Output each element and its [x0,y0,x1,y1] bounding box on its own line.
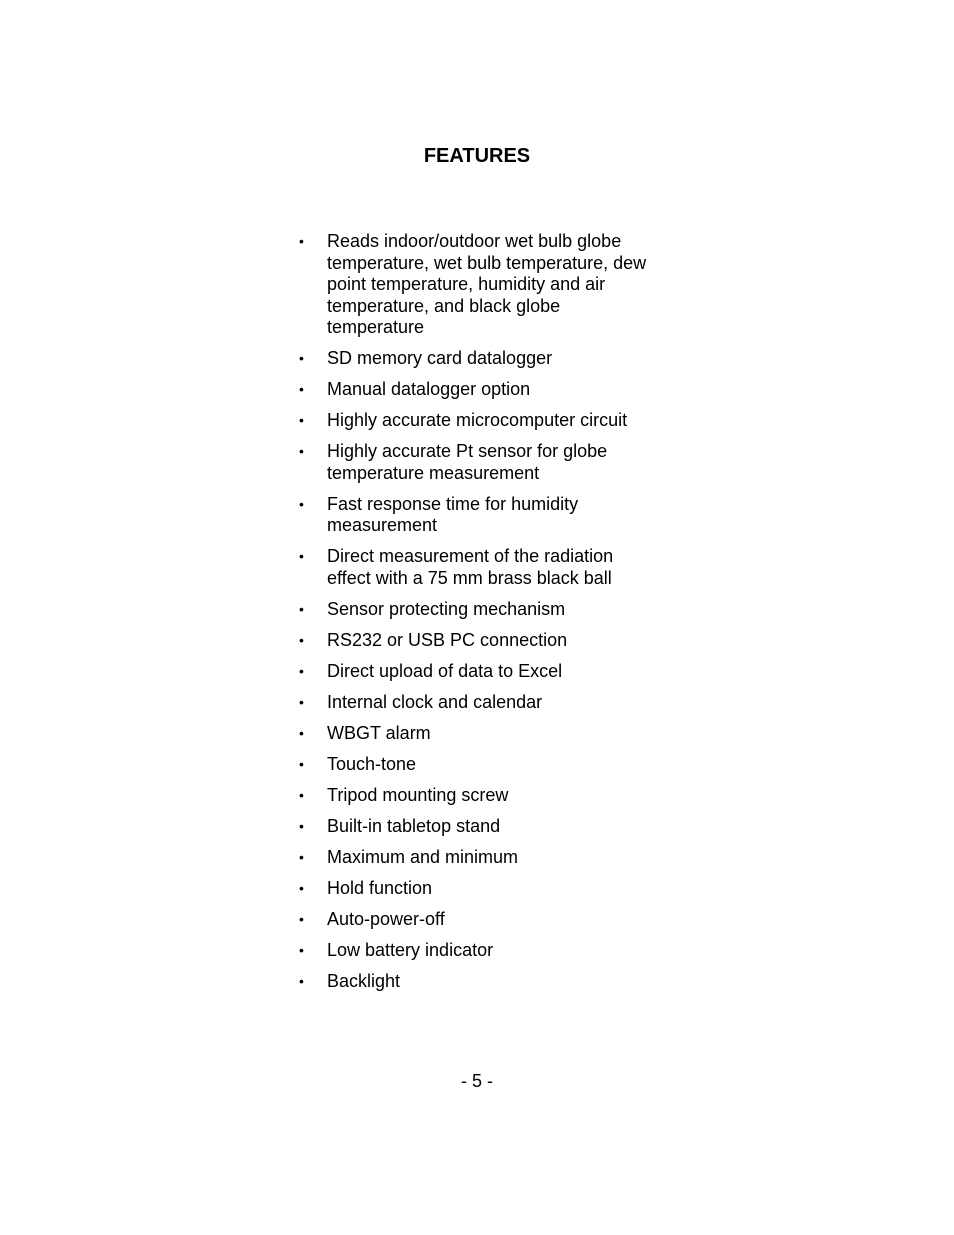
feature-item [297,441,657,484]
feature-item [297,723,657,745]
feature-text: Fast response time for humidity measurement [327,493,579,535]
page-title: FEATURES [423,145,531,167]
bullet-icon: • [299,495,304,512]
feature-text: Maximum and minimum [327,846,519,867]
bullet-icon: • [299,662,304,679]
bullet-icon: • [299,381,304,397]
bullet-icon: • [299,817,304,834]
feature-item [297,692,657,714]
bullet-icon: • [299,724,304,741]
feature-item [297,661,657,683]
feature-text: Sensor protecting mechanism [327,598,566,619]
feature-text: RS232 or USB PC connection [327,629,568,650]
feature-item [297,348,657,370]
feature-item [297,231,657,339]
page-number: - 5 - [460,1071,493,1091]
bullet-icon: • [299,786,304,803]
feature-text: Touch-tone [327,753,417,774]
feature-item [297,940,657,962]
feature-item [297,754,657,776]
feature-item [297,410,657,432]
feature-item [297,847,657,869]
feature-item [297,816,657,838]
feature-item [297,971,657,993]
feature-text: Reads indoor/outdoor wet bulb globe temperature, wet bulb temperature, dew point temperature, humidity and air temperature, and black globe temperature [327,231,647,337]
bullet-icon: • [299,443,304,459]
feature-item [297,878,657,900]
feature-item [297,630,657,652]
feature-text: Hold function [327,877,433,898]
bullet-icon: • [299,233,304,249]
feature-text: Manual datalogger option [327,379,531,399]
feature-item [297,379,657,401]
feature-item [297,494,657,537]
bullet-icon: • [299,755,304,772]
feature-item [297,546,657,589]
feature-text: Internal clock and calendar [327,691,543,712]
feature-text: Highly accurate Pt sensor for globe temperature measurement [327,441,608,483]
bullet-icon: • [299,412,304,428]
bullet-icon: • [299,879,304,896]
feature-text: Direct measurement of the radiation effect with a 75 mm brass black ball [327,546,614,588]
feature-item [297,909,657,931]
features-list [297,231,657,1002]
feature-text: Tripod mounting screw [327,784,509,805]
bullet-icon: • [299,548,304,564]
feature-text: Auto-power-off [327,908,445,929]
feature-text: SD memory card datalogger [327,348,553,368]
feature-text: Backlight [327,970,401,991]
bullet-icon: • [299,972,304,989]
bullet-icon: • [299,600,304,617]
feature-item [297,785,657,807]
feature-text: Low battery indicator [327,939,494,960]
bullet-icon: • [299,631,304,648]
feature-item [297,599,657,621]
feature-text: WBGT alarm [327,722,431,743]
bullet-icon: • [299,941,304,958]
feature-text: Highly accurate microcomputer circuit [327,410,628,430]
bullet-icon: • [299,693,304,710]
bullet-icon: • [299,350,304,366]
bullet-icon: • [299,910,304,927]
bullet-icon: • [299,848,304,865]
feature-text: Direct upload of data to Excel [327,660,563,681]
feature-text: Built-in tabletop stand [327,815,501,836]
